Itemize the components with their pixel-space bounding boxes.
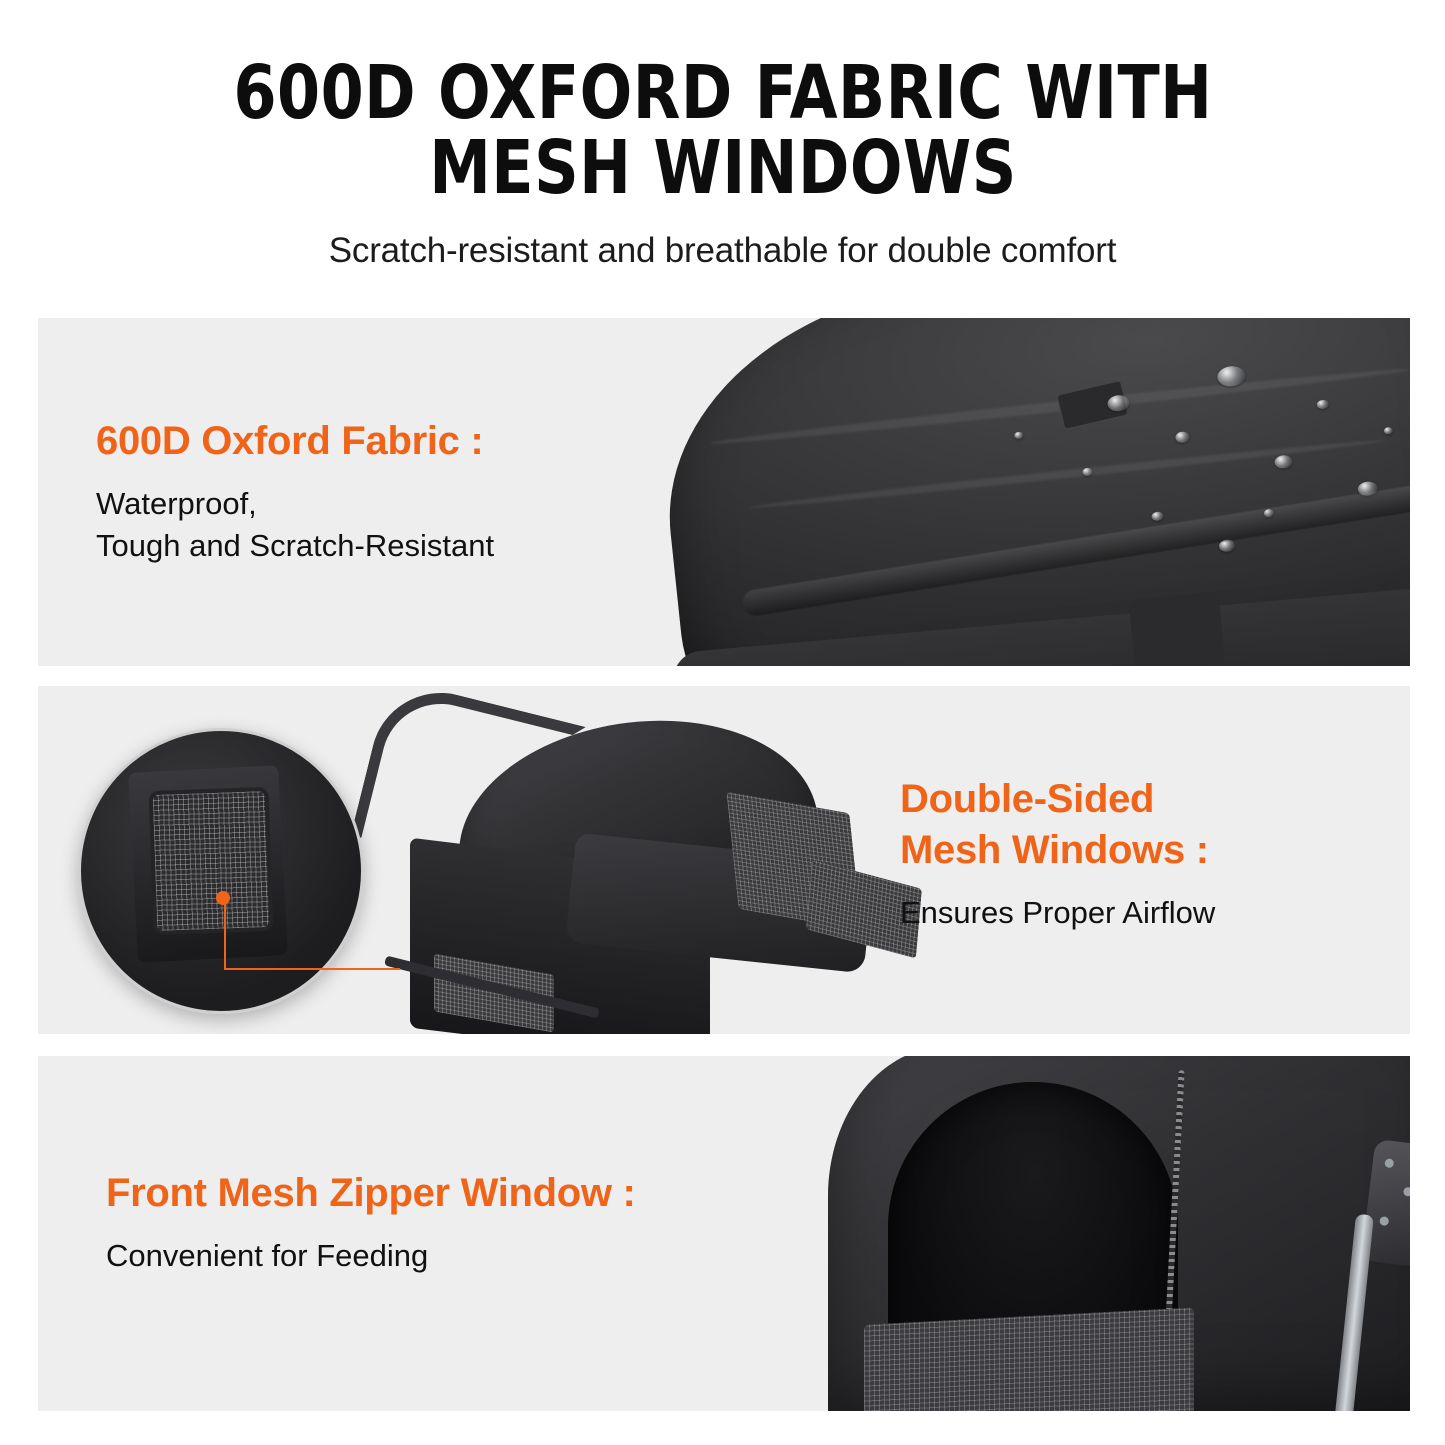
feature-panel-oxford-fabric [38,318,1410,666]
page-title-line-1: 600D OXFORD FABRIC WITH [233,50,1212,136]
callout-marker-dot [216,891,230,905]
stroller-illustration [338,696,958,1034]
magnified-mesh-window [149,787,274,935]
water-droplet [1014,431,1024,439]
panel-text-oxford-fabric [96,416,716,567]
callout-line-horizontal [224,968,400,970]
hinge-bolt [1384,1158,1394,1168]
page-title [188,50,1258,212]
panel-title-oxford-fabric: 600D Oxford Fabric : [96,419,484,463]
magnifier-detail-circle [78,728,364,1014]
water-droplet [1274,455,1293,470]
header [0,0,1445,271]
front-mesh-panel [864,1307,1194,1411]
water-droplet [1218,539,1235,553]
panel-title-line-1: Double-Sided [900,777,1155,821]
stroller-front-shell [828,1056,1410,1411]
panel-title-zipper-window: Front Mesh Zipper Window : [106,1171,636,1215]
page-subtitle: Scratch-resistant and breathable for double comfort [328,230,1117,270]
canopy-rib-2 [748,436,1385,511]
panel-body-line-2: Tough and Scratch-Resistant [96,528,495,564]
callout-line-vertical [224,898,226,970]
water-droplet [1384,427,1394,435]
panel-body-line-1: Waterproof, [96,486,257,522]
hinge-bolt [1379,1216,1389,1226]
panel-title-line-2: Mesh Windows : [900,828,1209,873]
water-droplet [1175,431,1190,443]
water-droplet [1263,509,1274,518]
panel-title-mesh-windows [900,774,1380,876]
hinge-bolt [1403,1187,1410,1197]
water-droplet [1151,512,1164,522]
water-droplet [1357,480,1378,496]
push-handle-bar [1332,1214,1374,1411]
feature-panel-zipper-window [38,1056,1410,1411]
page-title-line-2: MESH WINDOWS [428,125,1017,212]
water-droplet [1316,399,1329,409]
fabric-strap [1128,591,1225,666]
panel-text-zipper-window [106,1168,866,1277]
panel-body-oxford-fabric [96,483,716,567]
panel-body-mesh-windows: Ensures Proper Airflow [900,895,1216,931]
feature-panel-mesh-windows [38,686,1410,1034]
panel-body-zipper-window: Convenient for Feeding [106,1238,429,1274]
panel-text-mesh-windows [900,774,1380,934]
